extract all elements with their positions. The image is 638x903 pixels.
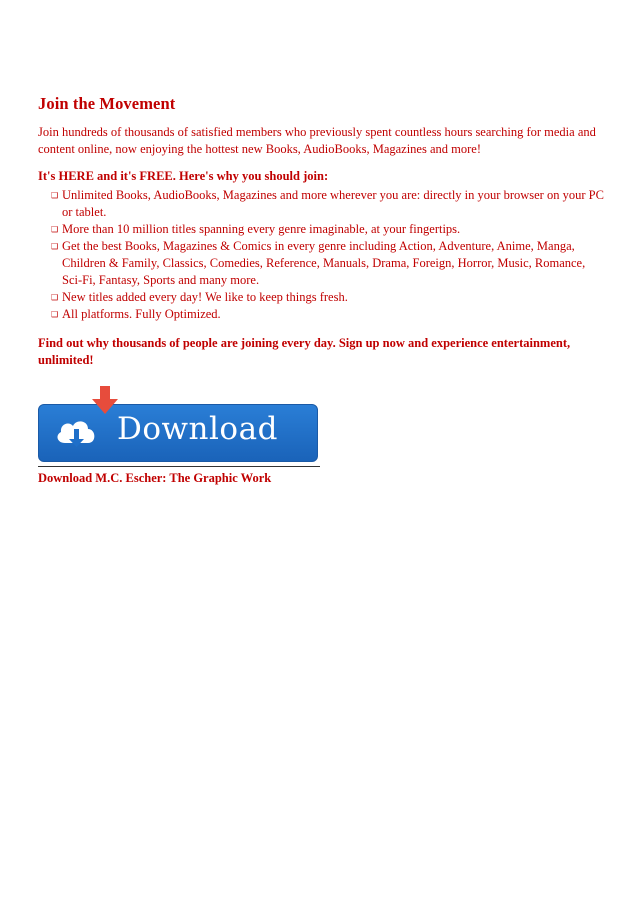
list-item-text: All platforms. Fully Optimized. [62, 307, 221, 321]
download-button-label: Download [117, 411, 278, 447]
download-link[interactable]: Download M.C. Escher: The Graphic Work [38, 471, 272, 485]
arrow-down-icon [90, 386, 120, 416]
page-title: Join the Movement [38, 94, 176, 113]
list-item-text: Unlimited Books, AudioBooks, Magazines and more wherever you are: directly in your browser on your PC or tablet. [62, 188, 604, 219]
benefits-list [38, 187, 604, 323]
call-to-action: Find out why thousands of people are joining every day. Sign up now and experience entertainment, unlimited! [38, 336, 571, 367]
list-item [38, 289, 604, 306]
intro-paragraph: Join hundreds of thousands of satisfied members who previously spent countless hours searching for media and content online, now enjoying the hottest new Books, AudioBooks, Magazines and more! [38, 125, 596, 156]
list-item-text: More than 10 million titles spanning every genre imaginable, at your fingertips. [62, 222, 461, 236]
list-item-text: New titles added every day! We like to keep things fresh. [62, 290, 348, 304]
bullet-icon: ❑ [51, 191, 59, 200]
list-item-text: Get the best Books, Magazines & Comics in every genre including Action, Adventure, Anime, Manga, Children & Family, Classics, Comedies, Reference, Manuals, Drama, Foreign, Horror, Music, Romance, Sci-Fi, Fantasy, Sports and many more. [62, 239, 586, 287]
list-item [38, 221, 604, 238]
why-join-heading: It's HERE and it's FREE. Here's why you should join: [38, 169, 329, 183]
list-item [38, 238, 604, 289]
content-area [38, 94, 604, 369]
bullet-icon: ❑ [51, 310, 59, 319]
list-item [38, 187, 604, 221]
cloud-download-icon [53, 413, 99, 453]
list-item [38, 306, 604, 323]
download-button[interactable] [38, 404, 318, 462]
divider [38, 466, 320, 467]
bullet-icon: ❑ [51, 225, 59, 234]
bullet-icon: ❑ [51, 242, 59, 251]
download-banner[interactable] [38, 386, 320, 468]
bullet-icon: ❑ [51, 293, 59, 302]
